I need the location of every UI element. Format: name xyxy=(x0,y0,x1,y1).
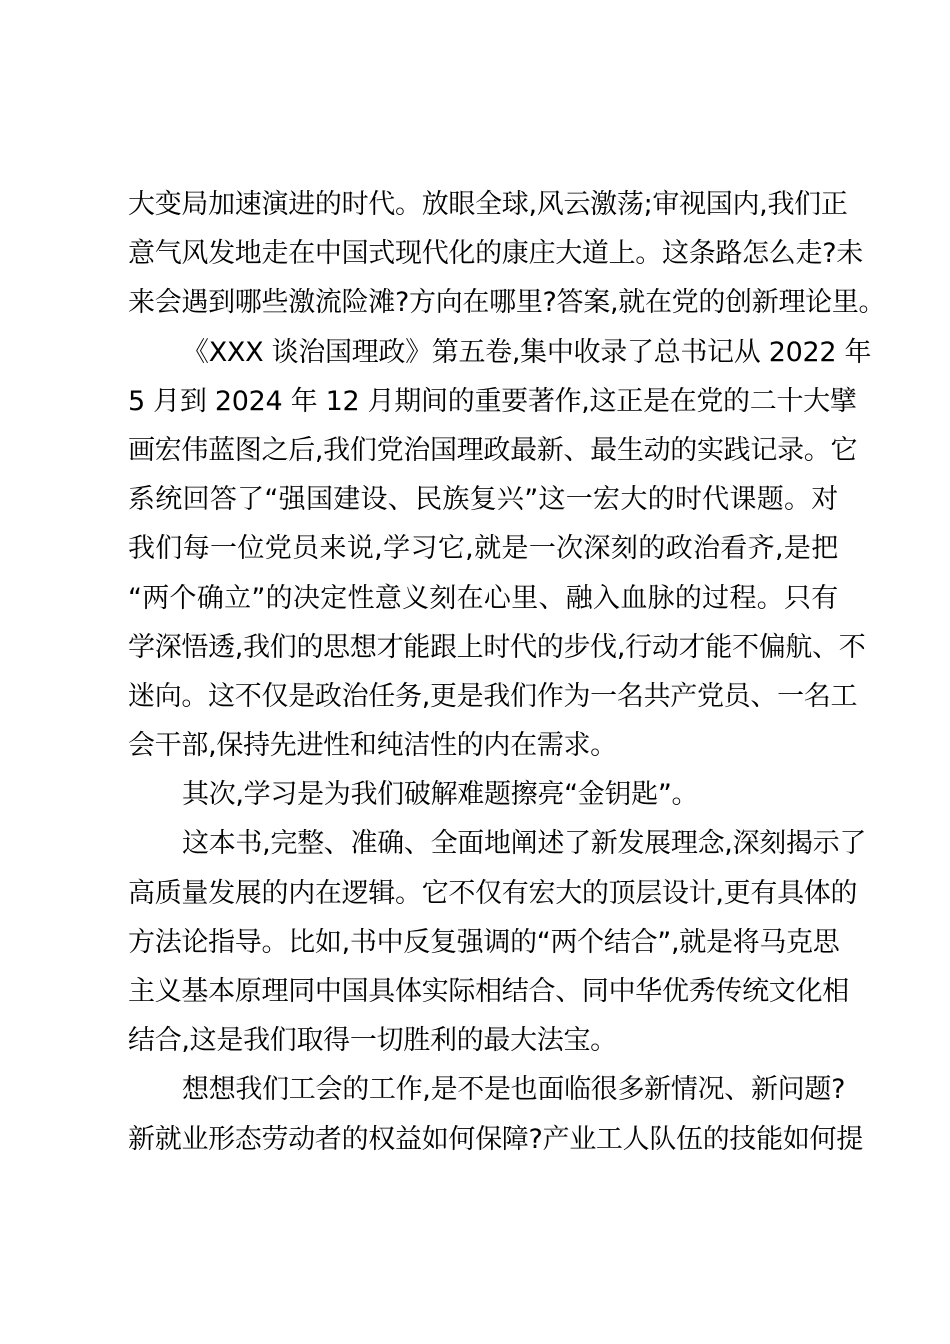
text-line: 这本书,完整、准确、全面地阐述了新发展理念,深刻揭示了 xyxy=(182,828,867,860)
text-line: 高质量发展的内在逻辑。它不仅有宏大的顶层设计,更有具体的 xyxy=(128,877,858,909)
text-line: 主义基本原理同中国具体实际相结合、同中华优秀传统文化相 xyxy=(128,976,849,1007)
text-line: 新就业形态劳动者的权益如何保障?产业工人队伍的技能如何提 xyxy=(128,1123,863,1155)
text-line: 会干部,保持先进性和纯洁性的内在需求。 xyxy=(128,730,617,762)
text-line: 方法论指导。比如,书中反复强调的“两个结合”,就是将马克思 xyxy=(128,926,840,958)
text-line: 学深悟透,我们的思想才能跟上时代的步伐,行动才能不偏航、不 xyxy=(128,631,866,663)
text-line: 画宏伟蓝图之后,我们党治国理政最新、最生动的实践记录。它 xyxy=(128,434,858,466)
text-line: 系统回答了“强国建设、民族复兴”这一宏大的时代课题。对 xyxy=(128,484,838,516)
text-line: 大变局加速演进的时代。放眼全球,风云激荡;审视国内,我们正 xyxy=(128,189,848,220)
text-line: 其次,学习是为我们破解难题擦亮“金钥匙”。 xyxy=(182,779,699,811)
text-line: “两个确立”的决定性意义刻在心里、融入血脉的过程。只有 xyxy=(128,582,838,614)
text-line: 迷向。这不仅是政治任务,更是我们作为一名共产党员、一名工 xyxy=(128,680,858,712)
text-line: 我们每一位党员来说,学习它,就是一次深刻的政治看齐,是把 xyxy=(128,533,838,565)
text-line: 意气风发地走在中国式现代化的康庄大道上。这条路怎么走?未 xyxy=(128,238,863,270)
text-line: 5 月到 2024 年 12 月期间的重要著作,这正是在党的二十大擘 xyxy=(128,385,857,417)
text-line: 来会遇到哪些激流险滩?方向在哪里?答案,就在党的创新理论里。 xyxy=(128,287,886,319)
text-line: 想想我们工会的工作,是不是也面临很多新情况、新问题? xyxy=(182,1074,846,1106)
text-line: 《XXX 谈治国理政》第五卷,集中收录了总书记从 2022 年 xyxy=(182,336,872,368)
body-text xyxy=(128,180,886,1164)
text-line: 结合,这是我们取得一切胜利的最大法宝。 xyxy=(128,1025,617,1057)
